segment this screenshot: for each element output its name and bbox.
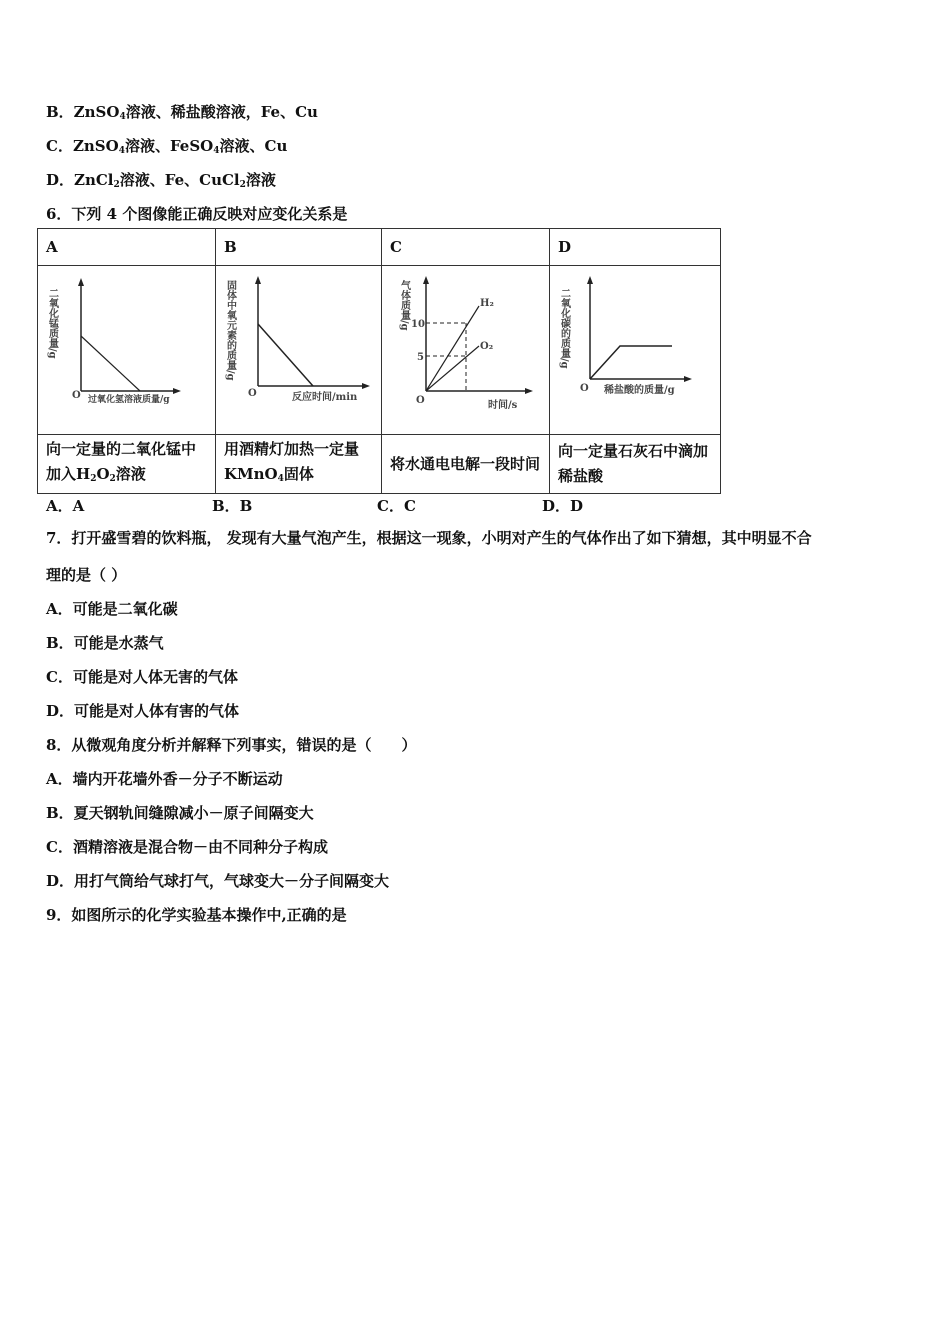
svg-text:O: O	[416, 395, 425, 406]
desc-b: 用酒精灯加热一定量KMnO$_4$固体	[216, 435, 382, 494]
svg-text:10: 10	[411, 319, 425, 330]
q7-option-a: A．可能是二氧化碳	[46, 600, 178, 618]
desc-c: 将水通电电解一段时间	[382, 435, 550, 494]
q6-answer-b: B．B	[212, 497, 253, 515]
graph-b-ylabel: 固体中氧元素的质量/g	[224, 280, 236, 381]
svg-text:5: 5	[417, 352, 424, 363]
svg-text:O: O	[580, 383, 589, 394]
graph-a-xlabel: 过氧化氢溶液质量/g	[88, 395, 170, 405]
q7-stem: 7．打开盛雪碧的饮料瓶， 发现有大量气泡产生，根据这一现象，小明对产生的气体作出了如下猜想，其中明显不合	[46, 529, 812, 547]
header-b: B	[216, 229, 382, 266]
header-d: D	[550, 229, 721, 266]
graph-b-xlabel: 反应时间/min	[292, 392, 358, 403]
svg-text:H₂: H₂	[480, 298, 494, 309]
q6-table	[37, 228, 721, 494]
desc-d: 向一定量石灰石中滴加稀盐酸	[550, 435, 721, 494]
graph-a	[38, 266, 216, 435]
graph-a-ylabel: 二氧化锰质量/g	[46, 288, 58, 359]
q9-stem: 9．如图所示的化学实验基本操作中,正确的是	[46, 906, 347, 924]
graph-c-ylabel: 气体质量/g	[398, 280, 410, 331]
svg-text:O: O	[72, 390, 81, 401]
q6-stem: 6．下列 4 个图像能正确反映对应变化关系是	[46, 205, 348, 223]
header-a: A	[38, 229, 216, 266]
graph-d-ylabel: 二氧化碳的质量/g	[558, 288, 570, 369]
q7-option-c: C．可能是对人体无害的气体	[46, 668, 238, 686]
header-c: C	[382, 229, 550, 266]
svg-text:O: O	[248, 388, 257, 399]
q5-option-b: B．ZnSO$_4$溶液、稀盐酸溶液，Fe、Cu	[46, 103, 318, 122]
graph-c	[382, 266, 550, 435]
q8-option-a: A．墙内开花墙外香－分子不断运动	[46, 770, 283, 788]
graph-b	[216, 266, 382, 435]
q6-answer-c: C．C	[377, 497, 416, 515]
q6-answer-d: D．D	[542, 497, 584, 515]
q7-option-d: D．可能是对人体有害的气体	[46, 702, 240, 720]
q8-stem: 8．从微观角度分析并解释下列事实，错误的是（ ）	[46, 736, 417, 754]
q7-option-b: B．可能是水蒸气	[46, 634, 164, 652]
q5-option-d: D．ZnCl$_2$溶液、Fe、CuCl$_2$溶液	[46, 171, 276, 190]
q8-option-d: D．用打气筒给气球打气，气球变大－分子间隔变大	[46, 872, 390, 890]
q6-answer-a: A．A	[46, 497, 85, 515]
q5-option-c: C．ZnSO$_4$溶液、FeSO$_4$溶液、Cu	[46, 137, 288, 156]
desc-a: 向一定量的二氧化锰中加入$H_2O_2$溶液	[38, 435, 216, 494]
q8-option-c: C．酒精溶液是混合物－由不同种分子构成	[46, 838, 328, 856]
graph-d-xlabel: 稀盐酸的质量/g	[604, 385, 675, 396]
graph-c-xlabel: 时间/s	[488, 400, 518, 411]
q8-option-b: B．夏天钢轨间缝隙减小－原子间隔变大	[46, 804, 314, 822]
q7-stem-cont: 理的是（ ）	[46, 566, 127, 584]
svg-text:O₂: O₂	[480, 341, 494, 352]
graph-d	[550, 266, 721, 435]
